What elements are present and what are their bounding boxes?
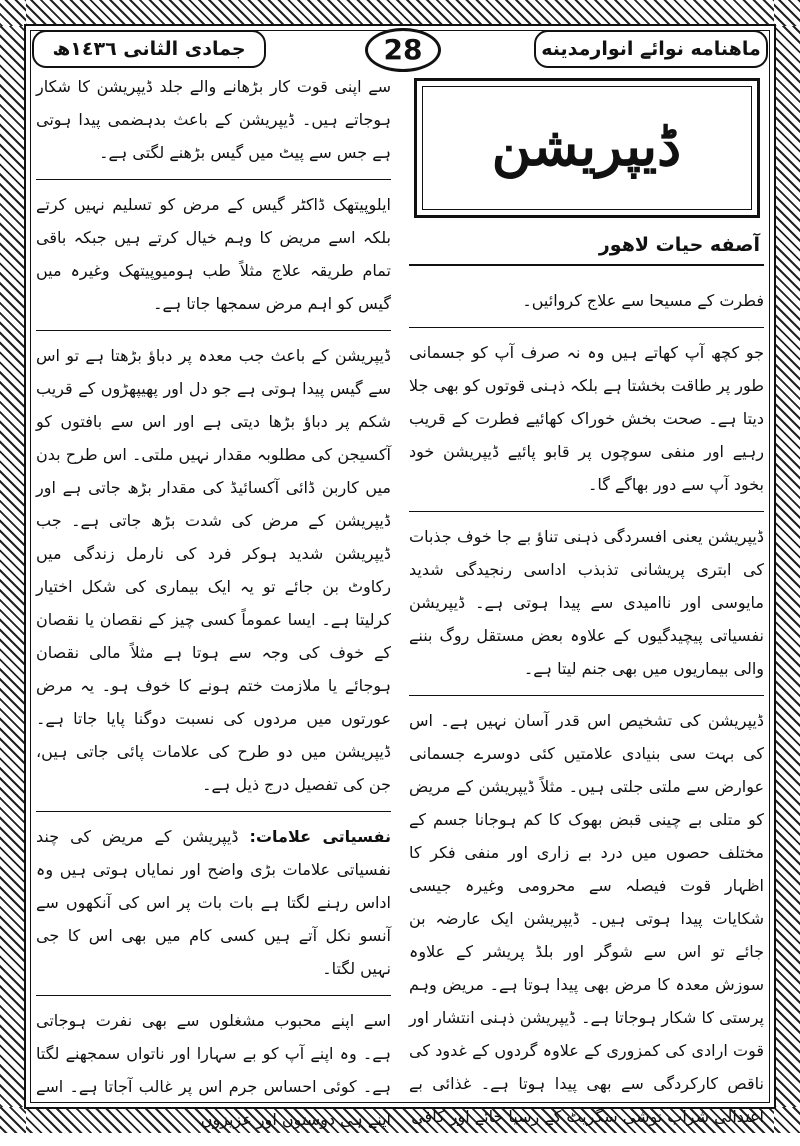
symptoms-heading: نفسیاتی علامات: (249, 827, 392, 846)
divider (409, 327, 764, 328)
paragraph: جو کچھ آپ کھاتے ہیں وہ نہ صرف آپ کو جسمانی طور پر طاقت بخشتا ہے بلکہ ذہنی قوتوں کو بھی جلا دیتا ہے۔ صحت بخش خوراک کھائیے فطرت کے قریب رہیے اور منفی سوچوں پر قابو پائیے ڈیپریشن خود بخود آپ سے دور بھاگے گا۔ (409, 343, 764, 494)
page-number: 28 (365, 28, 441, 72)
left-column (36, 70, 391, 1146)
paragraph: ڈیپریشن یعنی افسردگی ذہنی تناؤ بے جا خوف جذبات کی ابتری پریشانی تذبذب اداسی رنجیدگی شدید مایوسی اور ناامیدی سے پیدا ہوتی ہے۔ ڈیپریشن نفسیاتی پیچیدگیوں کے علاوہ بعض مستقل روگ بننے والی بیماریوں میں بھی جنم لیتا ہے۔ (409, 527, 764, 678)
paragraph: ڈیپریشن کے باعث جب معدہ پر دباؤ بڑھتا ہے تو اس سے گیس پیدا ہوتی ہے جو دل اور پھیپھڑوں کے قریب شکم پر دباؤ بڑھا دیتی ہے اور اس سے بافتوں کو آکسیجن کی مطلوبہ مقدار نہیں ملتی۔ اس طرح بدن میں کاربن ڈائی آکسائیڈ کی مقدار بڑھ جاتی ہے اور ڈیپریشن کے مرض کی شدت بڑھ جاتی ہے۔ جب ڈیپریشن شدید ہوکر فرد کی نارمل زندگی میں رکاوٹ بن جائے تو یہ ایک بیماری کی شکل اختیار کرلیتا ہے۔ ایسا عموماً کسی چیز کے نقصان یا نقصان کے خوف کی وجہ سے ہوتا ہے مثلاً مالی نقصان ہوجائے یا ملازمت ختم ہونے کا خوف ہو۔ یہ مرض عورتوں میں مردوں کی نسبت دوگنا پایا جاتا ہے۔ ڈیپریشن میں دو طرح کی علامات پائی جاتی ہیں، جن کی تفصیل درج ذیل ہے۔ (36, 346, 391, 794)
page-header (30, 28, 770, 66)
paragraph: سے اپنی قوت کار بڑھانے والے جلد ڈیپریشن کا شکار ہوجاتے ہیں۔ ڈیپریشن کے باعث بدہضمی پیدا ہوتی ہے جس سے پیٹ میں گیس بڑھنے لگتی ہے۔ (36, 77, 391, 162)
magazine-name: ماهنامه نوائے انوارمدینه (534, 30, 768, 68)
divider (36, 179, 391, 180)
symptoms-text: ڈیپریشن کے مریض کی چند نفسیاتی علامات بڑی واضح اور نمایاں ہوتی ہیں وہ اداس رہنے لگتا ہے بات بات پر اس کی آنکھوں سے آنسو نکل آتے ہیں کسی کام میں بھی اس کا جی نہیں لگتا۔ (36, 827, 391, 978)
title-box (414, 78, 760, 218)
right-column (409, 70, 764, 1143)
divider (36, 811, 391, 812)
article-author: آصفه حیات لاهور (409, 230, 764, 266)
issue-date: جمادی الثانی ١٤٣٦ھ (32, 30, 266, 68)
paragraph: ڈیپریشن کی تشخیص اس قدر آسان نہیں ہے۔ اس کی بہت سی بنیادی علامتیں کئی دوسرے جسمانی عوارض سے ملتی جلتی ہیں۔ مثلاً ڈیپریشن کے مریض کو متلی بے چینی قبض بھوک کا کم ہوجانا جسم کے مختلف حصوں میں درد بے زاری اور منفی فکر کا اظہار قوت فیصلہ سے محرومی وغیرہ جیسی شکایات پیدا ہوتی ہیں۔ ڈیپریشن ایک عارضہ بن جائے تو اس سے شوگر اور بلڈ پریشر کے علاوہ سوزش معدہ کا مرض بھی پیدا ہوتا ہے۔ مریض وہم پرستی کا شکار ہوجاتا ہے۔ ڈیپریشن ذہنی انتشار اور قوت ارادی کی کمزوری کے علاوہ گردوں کے غدود کی ناقص کارکردگی سے بھی پیدا ہوتا ہے۔ غذائی بے اعتدالی شراب نوشی سگریٹ کے رسیا جائے اور کافی (409, 711, 764, 1126)
divider (36, 330, 391, 331)
paragraph: ایلوپیتھک ڈاکٹر گیس کے مرض کو تسلیم نہیں کرتے بلکہ اسے مریض کا وہم خیال کرتے ہیں جبکہ باقی تمام طریقہ علاج مثلاً طب ہومیوپیتھک وغیرہ میں گیس کو اہم مرض سمجھا جاتا ہے۔ (36, 195, 391, 313)
paragraph: اسے اپنے محبوب مشغلوں سے بھی نفرت ہوجاتی ہے۔ وہ اپنے آپ کو بے سہارا اور ناتواں سمجھنے لگتا ہے۔ کوئی احساس جرم اس پر غالب آجاتا ہے۔ اسے اپنے ہی دوستوں اور عزیزوں (36, 1011, 391, 1129)
paragraph: فطرت کے مسیحا سے علاج کروائیں۔ (522, 291, 764, 310)
article-title: ڈیپریشن (491, 114, 682, 178)
symptoms-paragraph (36, 820, 391, 985)
divider (409, 511, 764, 512)
divider (36, 995, 391, 996)
divider (409, 695, 764, 696)
